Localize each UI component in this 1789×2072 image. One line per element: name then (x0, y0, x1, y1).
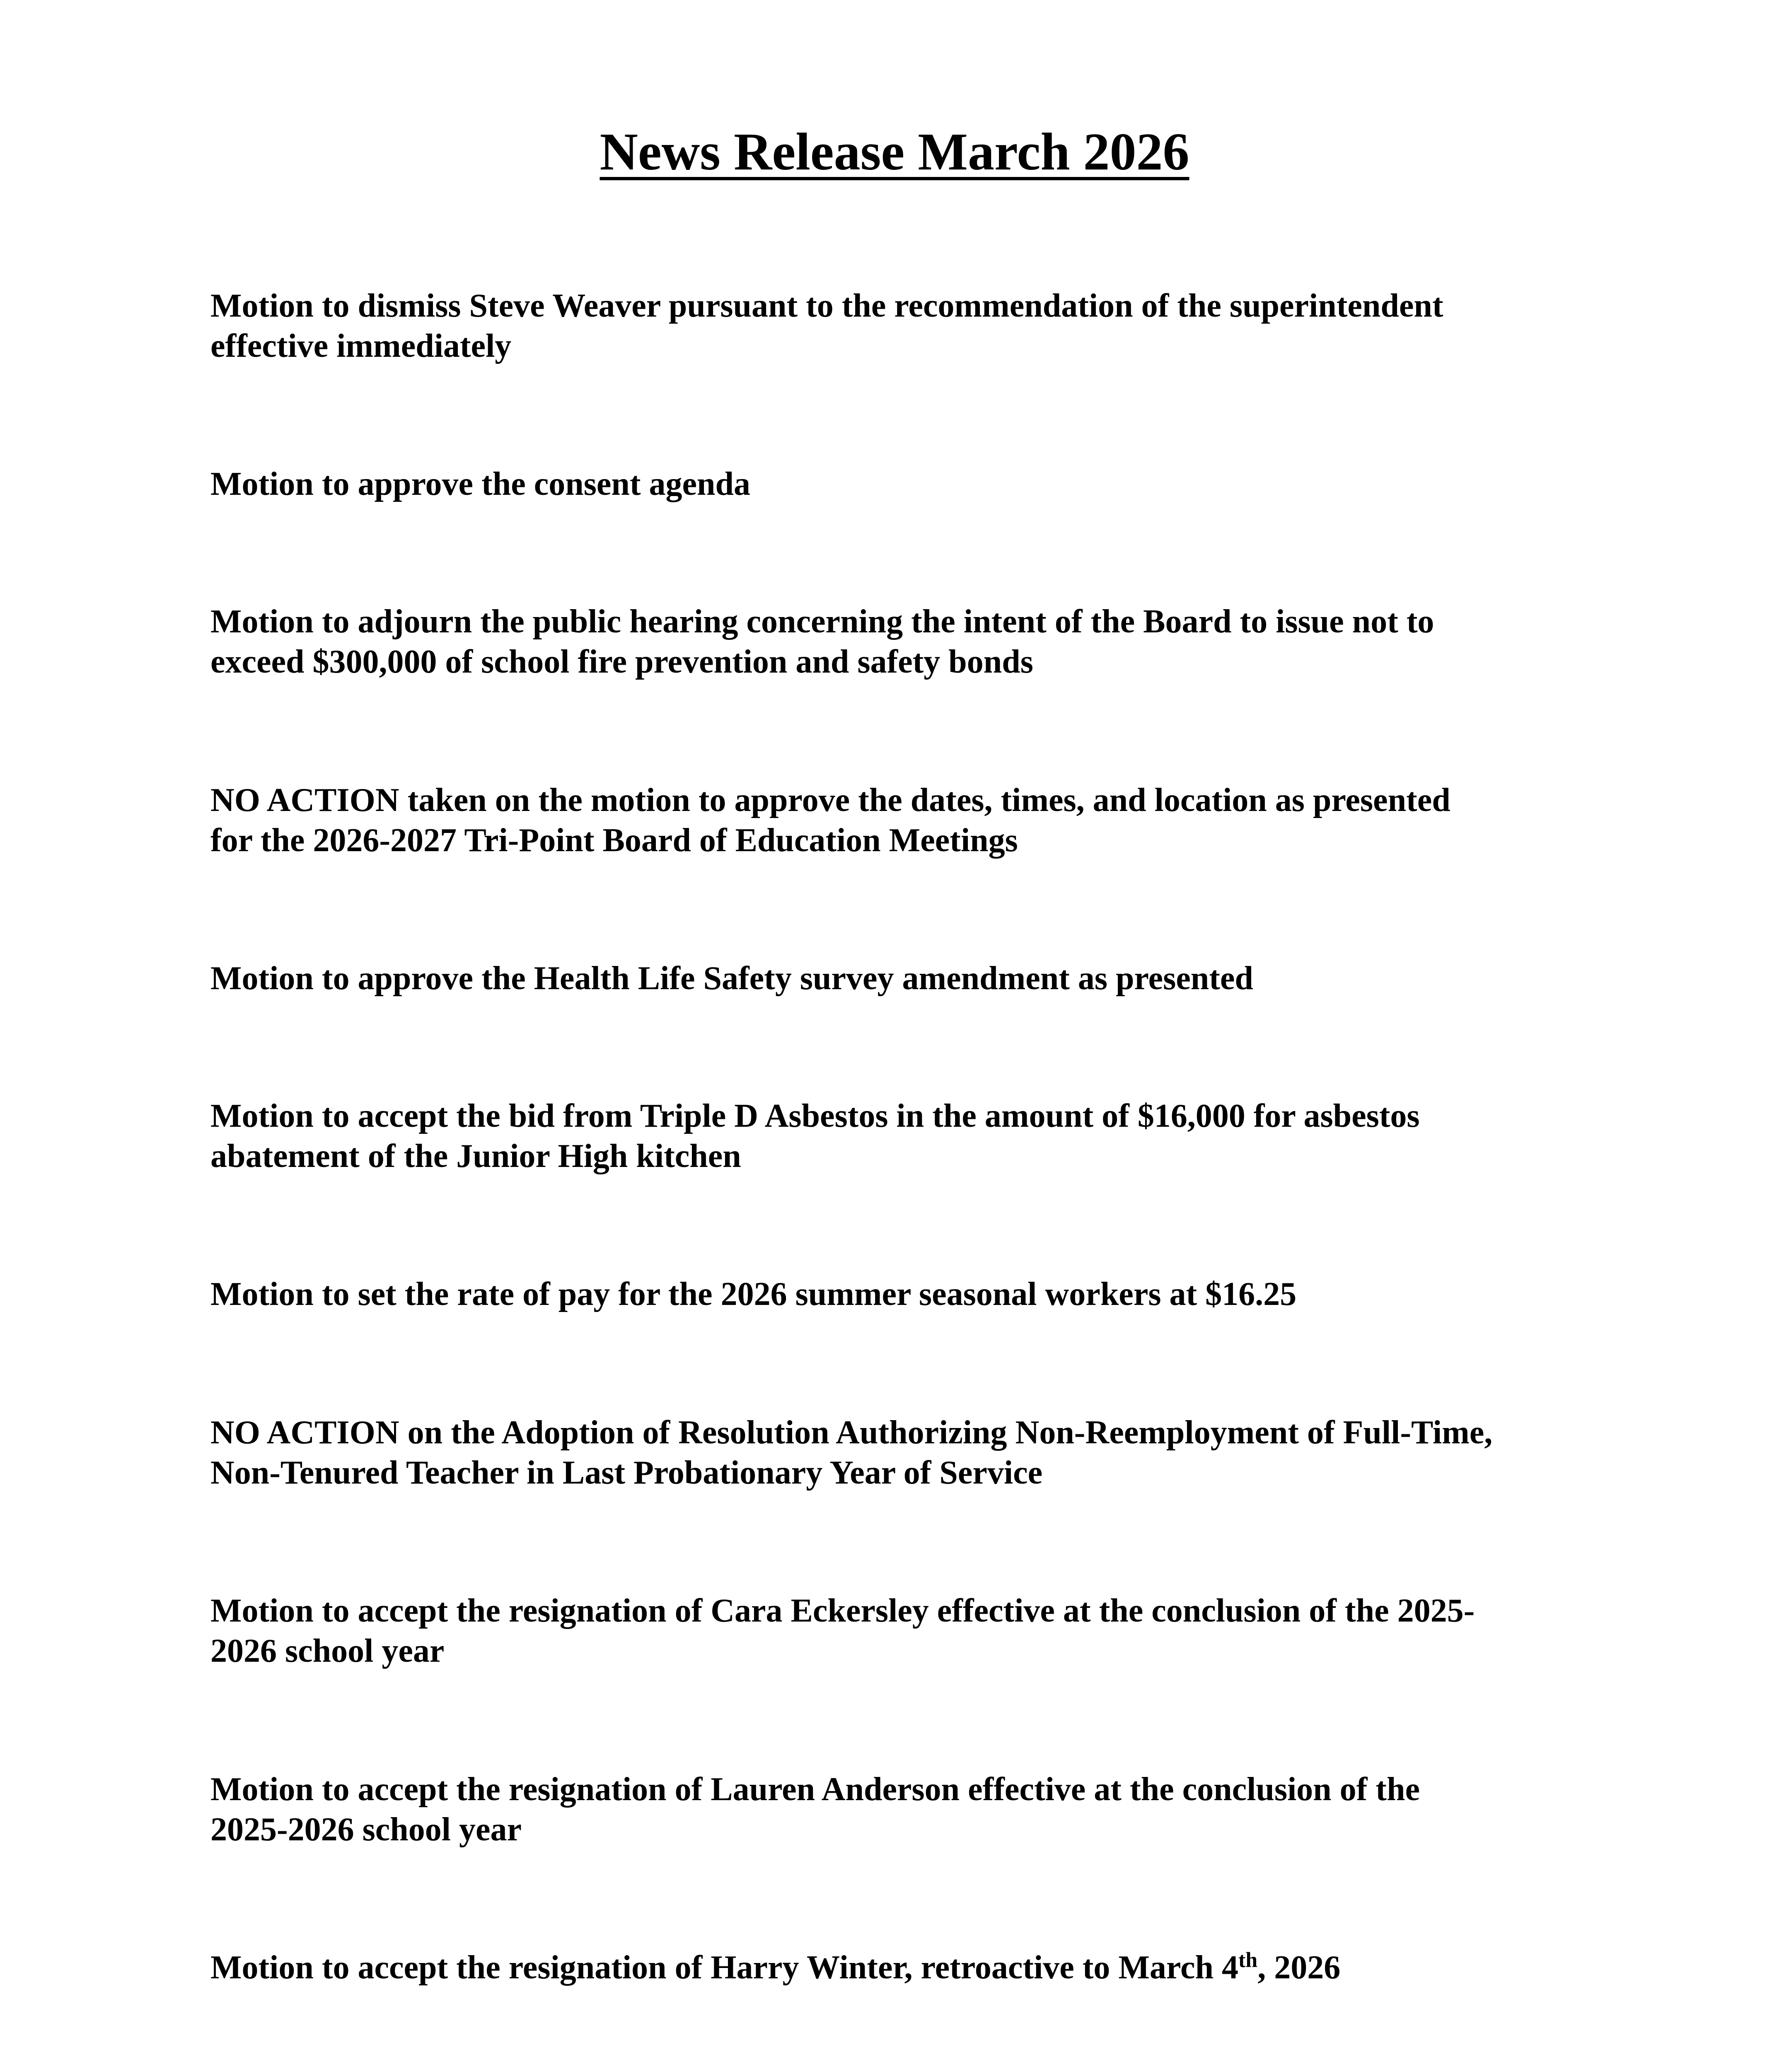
motion-item-resignation-eckersley: Motion to accept the resignation of Cara Eckersley effective at the conclusion of the 2025- 2026 school year (210, 1593, 1475, 1669)
motion-item-board-meeting-dates: NO ACTION taken on the motion to approve the dates, times, and location as presented for the 2026-2027 Tri-Point Board of Education Meetings (210, 782, 1451, 859)
motion-item-consent-agenda: Motion to approve the consent agenda (210, 466, 750, 502)
motion-item-health-life-safety: Motion to approve the Health Life Safety survey amendment as presented (210, 960, 1253, 997)
page-title-text: News Release March 2026 (600, 122, 1189, 181)
page-title (0, 120, 1789, 184)
motion-item-non-reemployment: NO ACTION on the Adoption of Resolution Authorizing Non-Reemployment of Full-Time, Non-Tenured Teacher in Last Probationary Year of Service (210, 1414, 1493, 1491)
motion-item-summer-workers-pay: Motion to set the rate of pay for the 2026 summer seasonal workers at $16.25 (210, 1276, 1297, 1312)
motion-item-asbestos-bid: Motion to accept the bid from Triple D Asbestos in the amount of $16,000 for asbestos abatement of the Junior High kitchen (210, 1098, 1420, 1174)
motion-text: Motion to accept the resignation of Harry Winter, retroactive to March 4 (210, 1949, 1238, 1986)
motion-item-adjourn-public-hearing: Motion to adjourn the public hearing concerning the intent of the Board to issue not to exceed $300,000 of school fire prevention and safety bonds (210, 603, 1434, 680)
motion-text-end: , 2026 (1257, 1949, 1341, 1986)
ordinal-suffix: th (1238, 1948, 1258, 1972)
motion-item-dismiss-steve-weaver: Motion to dismiss Steve Weaver pursuant to the recommendation of the superintendent effective immediately (210, 288, 1443, 364)
motion-item-resignation-anderson: Motion to accept the resignation of Lauren Anderson effective at the conclusion of the 2025-2026 school year (210, 1771, 1420, 1848)
motion-item-resignation-winter (210, 1948, 1627, 1988)
